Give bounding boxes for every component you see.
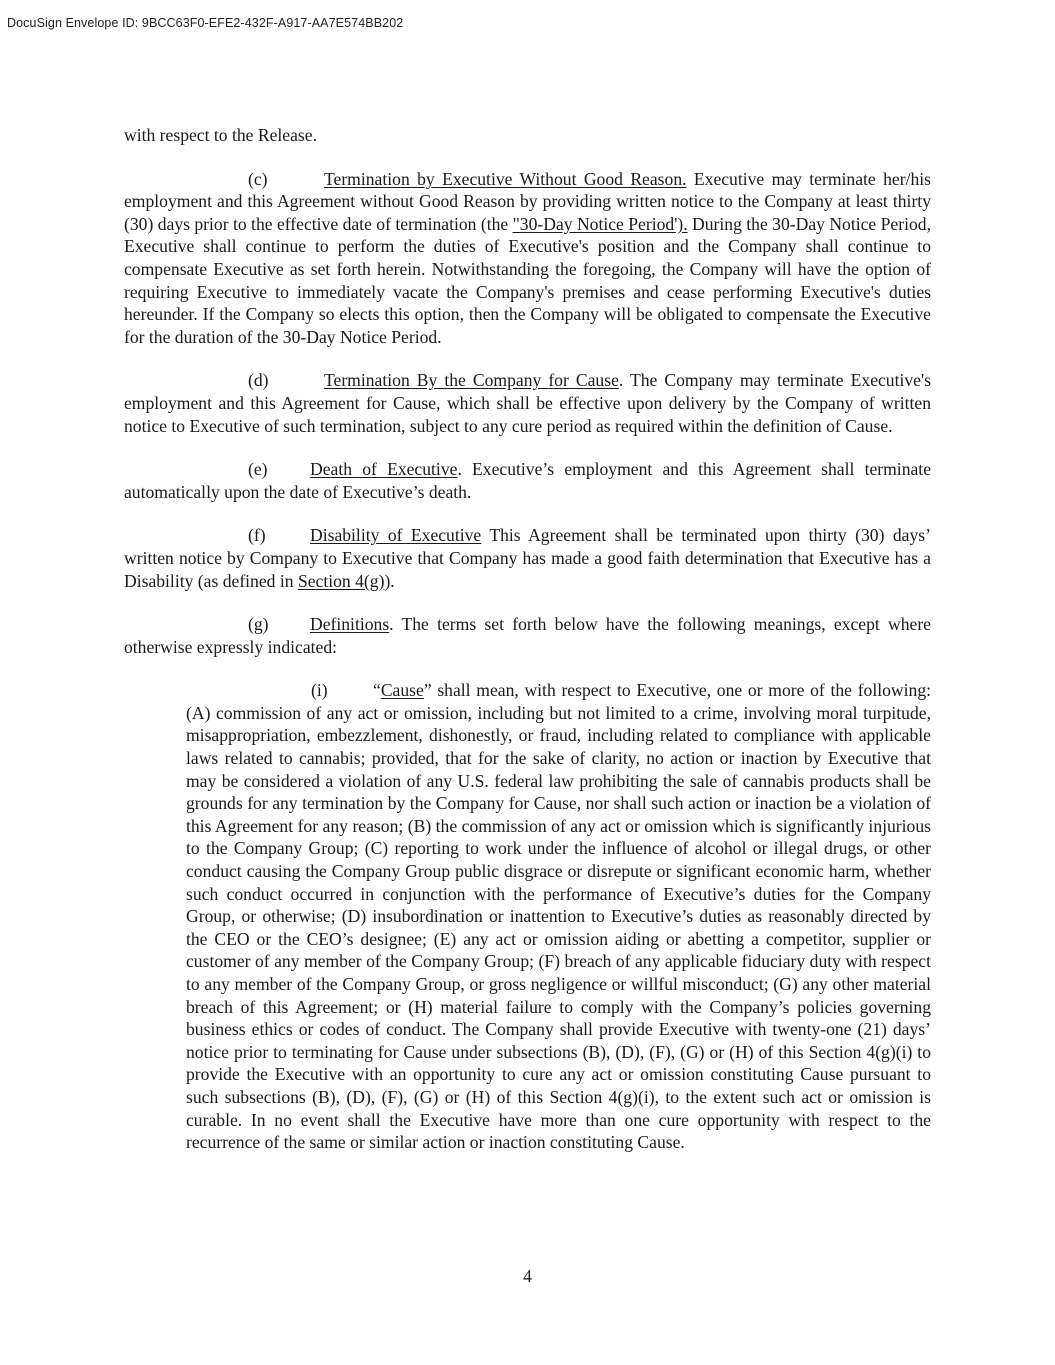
section-f-heading: Disability of Executive xyxy=(310,525,482,546)
section-e-paragraph xyxy=(124,458,931,503)
section-c-text-2: During the 30-Day Notice Period, Executive shall continue to perform the duties of Executive's position and the Company shall continue to compensate Executive as set forth herein. Notwithstanding the foregoing, the Company will have the option of requiring Executive to immediately vacate the Company's premises and cease performing Executive's duties hereunder. If the Company so elects this option, then the Company will be obligated to compensate the Executive for the duration of the 30-Day Notice Period. xyxy=(124,213,931,347)
section-f-text-1: This Agreement shall be terminated upon thirty (30) days’ written notice by Company to Executive that Company has made a good faith determination that Executive has a Disability (as defined in xyxy=(124,525,931,591)
section-d-number: (d) xyxy=(248,370,269,391)
section-d-text: . The Company may terminate Executive's employment and this Agreement for Cause, which shall be effective upon delivery by the Company of written notice to Executive of such termination, subject to any cure period as required within the definition of Cause. xyxy=(124,370,932,436)
section-e-number: (e) xyxy=(248,459,268,480)
page-number: 4 xyxy=(523,1266,532,1286)
section-e-text: . Executive’s employment and this Agreement shall terminate automatically upon the date of Executive’s death. xyxy=(124,459,931,502)
section-g-heading: Definitions xyxy=(310,614,390,635)
section-g-text: . The terms set forth below have the following meanings, except where otherwise expressly indicated: xyxy=(124,614,931,657)
section-f-reference: Section 4(g) xyxy=(297,570,385,591)
section-g-i-term: Cause xyxy=(380,680,424,701)
section-g-i-text: ” shall mean, with respect to Executive, one or more of the following: (A) commission of any act or omission, including but not limited to a crime, involving moral turpitude, misappropriation, embezzlement, dishonestly, or fraud, including related to compliance with applicable laws related to cannabis; provided, that for the sake of clarity, no action or inaction by Executive that may be considered a violation of any U.S. federal law prohibiting the sale of cannabis products shall be grounds for any termination by the Company for Cause, nor shall such action or inaction be a violation of this Agreement for any reason; (B) the commission of any act or omission which is significantly injurious to the Company Group; (C) reporting to work under the influence of alcohol or illegal drugs, or other conduct causing the Company Group public disgrace or disrepute or significant economic harm, whether such conduct occurred in conjunction with the performance of Executive’s duties for the Company Group, or otherwise; (D) insubordination or inattention to Executive’s duties as reasonably directed by the CEO or the CEO’s designee; (E) any act or omission aiding or abetting a competitor, supplier or customer of any member of the Company Group; (F) breach of any applicable fiduciary duty with respect to any member of the Company Group, or gross negligence or willful misconduct; (G) any other material breach of this Agreement; or (H) material failure to comply with the Company’s policies governing business ethics or codes of conduct. The Company shall provide Executive with twenty-one (21) days’ notice prior to terminating for Cause under subsections (B), (D), (F), (G) or (H) of this Section 4(g)(i) to provide the Executive with an opportunity to cure any act or omission constituting Cause pursuant to such subsections (B), (D), (F), (G) or (H) of this Section 4(g)(i), to the extent such act or omission is curable. In no event shall the Executive have more than one cure opportunity with respect to the recurrence of the same or similar action or inaction constituting Cause. xyxy=(186,680,931,1153)
section-g-i-number: (i) xyxy=(311,680,328,701)
section-c-defined-term: "30-Day Notice Period'). xyxy=(512,213,688,234)
section-c-paragraph xyxy=(124,168,931,349)
section-e-heading: Death of Executive xyxy=(310,459,458,480)
section-g-paragraph xyxy=(124,613,931,658)
docusign-envelope-id: DocuSign Envelope ID: 9BCC63F0-EFE2-432F-A917-AA7E574BB202 xyxy=(7,16,404,30)
section-g-i-paragraph xyxy=(186,679,931,1153)
section-f-number: (f) xyxy=(248,525,266,546)
section-c-text-1: Executive may terminate her/his employment and this Agreement without Good Reason by providing written notice to the Company at least thirty (30) days prior to the effective date of termination (the xyxy=(124,168,931,234)
section-f-text-2: ). xyxy=(384,570,395,591)
section-g-number: (g) xyxy=(248,614,269,635)
section-d-paragraph xyxy=(124,369,931,437)
section-c-number: (c) xyxy=(248,168,268,189)
document-body xyxy=(124,124,931,1154)
section-c-heading: Termination by Executive Without Good Reason. xyxy=(324,168,687,189)
section-f-paragraph xyxy=(124,524,931,592)
section-d-heading: Termination By the Company for Cause xyxy=(324,370,619,391)
section-g-i-quote-open: “ xyxy=(373,680,381,701)
opening-line: with respect to the Release. xyxy=(124,125,317,145)
